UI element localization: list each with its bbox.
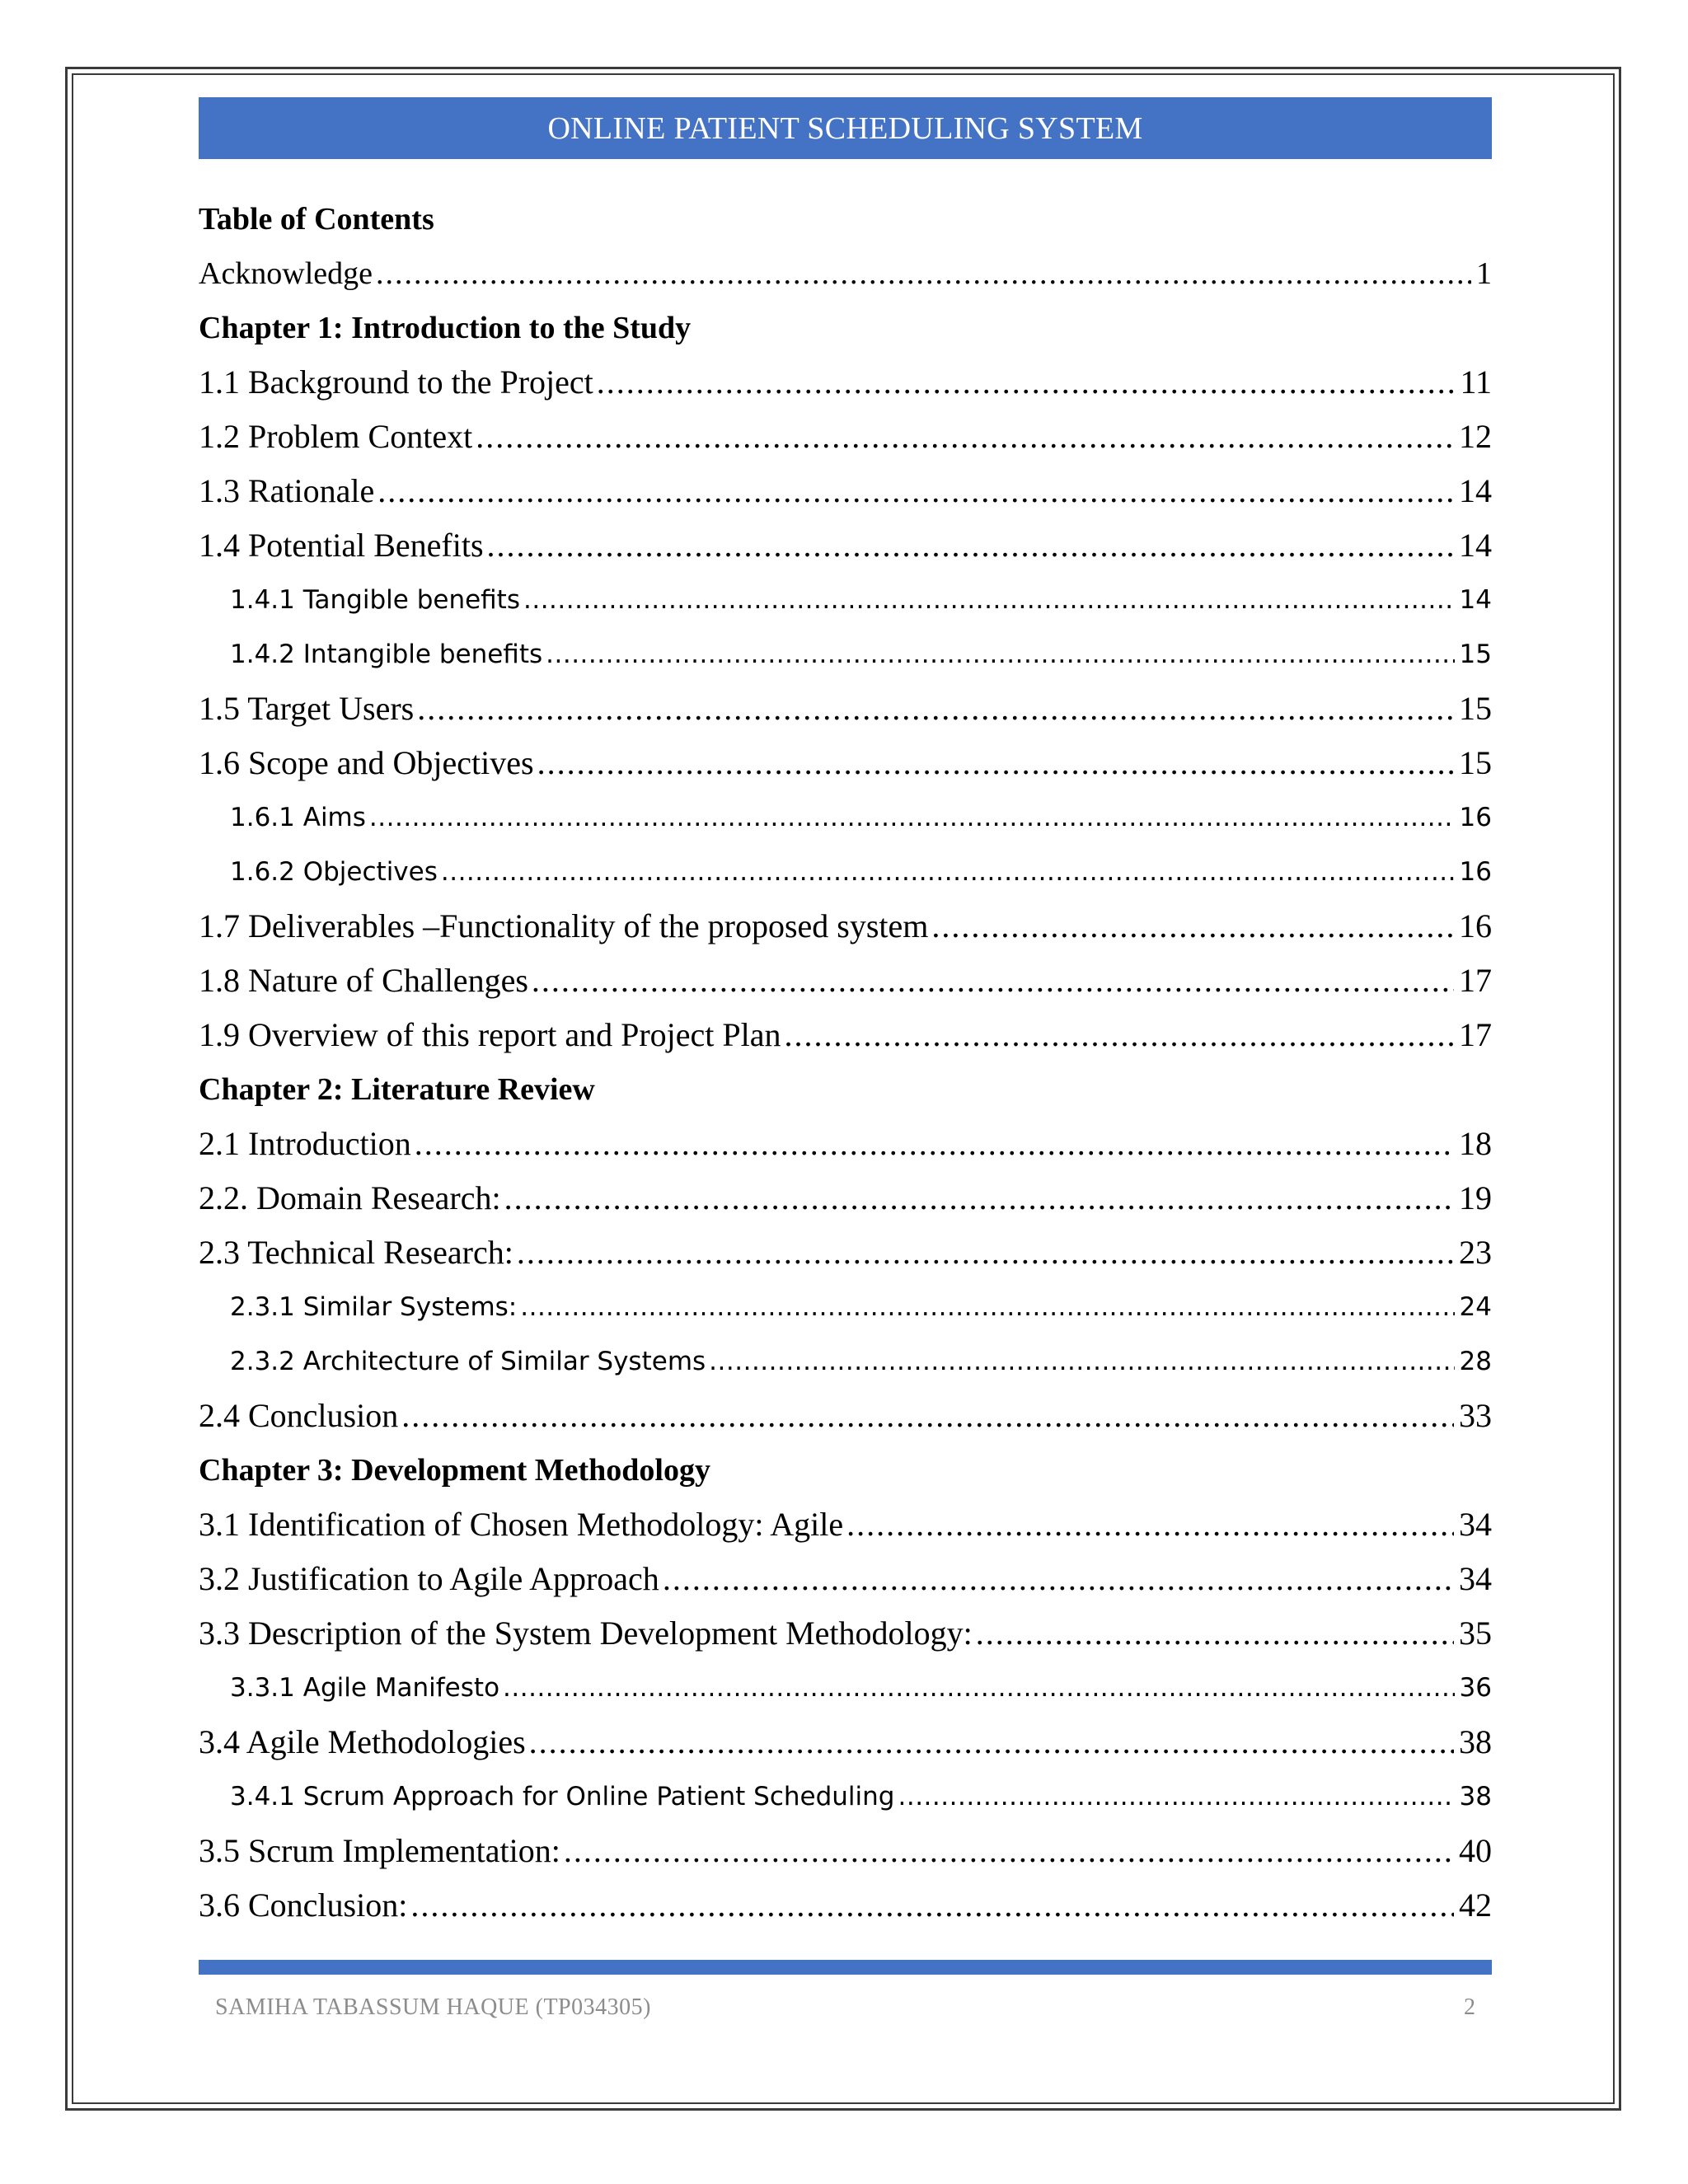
toc-entry-page: 19	[1459, 1179, 1492, 1216]
toc-entry-page: 42	[1459, 1886, 1492, 1924]
toc-entry-page: 15	[1459, 640, 1492, 669]
toc-entry[interactable]	[199, 1552, 1492, 1606]
toc-entry[interactable]	[199, 1497, 1492, 1552]
toc-entry[interactable]	[199, 1606, 1492, 1661]
toc-entry-label: 1.3 Rationale	[199, 472, 375, 509]
toc-entry-page: 1	[1476, 256, 1492, 291]
toc-dot-leader	[709, 1334, 1454, 1389]
toc-entry[interactable]	[199, 736, 1492, 790]
toc-entry[interactable]	[199, 682, 1492, 736]
toc-entry-page: 34	[1459, 1506, 1492, 1543]
toc-dot-leader	[663, 1552, 1454, 1606]
footer-rule	[199, 1960, 1492, 1975]
toc-dot-leader	[476, 410, 1454, 464]
toc-entry[interactable]	[199, 1008, 1492, 1062]
toc-entry-page: 15	[1459, 690, 1492, 727]
table-of-contents	[199, 192, 1492, 1933]
toc-dot-leader	[976, 1606, 1454, 1661]
toc-entry-label: 1.6.1 Aims	[230, 803, 366, 832]
toc-entry[interactable]	[199, 1226, 1492, 1280]
toc-dot-leader	[487, 518, 1454, 573]
toc-entry-page: 38	[1459, 1782, 1492, 1811]
toc-entry-page: 33	[1459, 1397, 1492, 1434]
document-title: ONLINE PATIENT SCHEDULING SYSTEM	[547, 110, 1143, 146]
toc-entry-label: 1.1 Background to the Project	[199, 363, 593, 401]
toc-dot-leader	[376, 246, 1471, 301]
toc-entry-label: 1.8 Nature of Challenges	[199, 962, 528, 999]
toc-entry-page: 16	[1459, 907, 1492, 944]
toc-entry[interactable]	[199, 1117, 1492, 1171]
toc-entry[interactable]	[199, 845, 1492, 899]
toc-dot-leader	[532, 954, 1454, 1008]
toc-dot-leader	[564, 1824, 1454, 1878]
toc-dot-leader	[529, 1715, 1454, 1769]
toc-entry-label: 1.7 Deliverables –Functionality of the proposed system	[199, 907, 929, 944]
toc-entry-label: 3.4.1 Scrum Approach for Online Patient Scheduling	[230, 1782, 895, 1811]
toc-dot-leader	[417, 682, 1454, 736]
toc-dot-leader	[415, 1117, 1454, 1171]
toc-entry-label: 2.3.2 Architecture of Similar Systems	[230, 1347, 706, 1376]
toc-entry[interactable]	[199, 899, 1492, 954]
toc-entry-label: 1.2 Problem Context	[199, 418, 473, 455]
toc-entry-label: 1.4.2 Intangible benefits	[230, 640, 543, 669]
toc-entry[interactable]	[199, 1878, 1492, 1933]
toc-entry-label: 2.2. Domain Research:	[199, 1179, 501, 1216]
toc-entry-page: 28	[1459, 1347, 1492, 1376]
toc-entry-label: Acknowledge	[199, 256, 373, 291]
footer-page-number: 2	[1464, 1994, 1475, 2020]
toc-title: Table of Contents	[199, 202, 434, 237]
toc-entry-page: 16	[1459, 803, 1492, 832]
toc-dot-leader	[537, 736, 1454, 790]
toc-dot-leader	[441, 845, 1455, 899]
document-header	[199, 97, 1492, 159]
toc-dot-leader	[369, 790, 1455, 845]
toc-entry-page: 14	[1459, 527, 1492, 564]
toc-entry-page: 14	[1459, 472, 1492, 509]
toc-entry-page: 11	[1460, 363, 1492, 401]
toc-entry-page: 36	[1459, 1673, 1492, 1703]
toc-entry-label: 1.9 Overview of this report and Project Plan	[199, 1016, 781, 1053]
toc-chapter-heading: Chapter 2: Literature Review	[199, 1072, 595, 1107]
toc-entry-page: 38	[1459, 1723, 1492, 1760]
toc-entry[interactable]	[199, 1661, 1492, 1715]
toc-entry[interactable]	[199, 954, 1492, 1008]
toc-entry[interactable]	[199, 790, 1492, 845]
toc-entry-page: 12	[1459, 418, 1492, 455]
toc-entry[interactable]	[199, 1824, 1492, 1878]
toc-entry-label: 3.2 Justification to Agile Approach	[199, 1560, 659, 1597]
toc-dot-leader	[546, 627, 1454, 682]
toc-dot-leader	[931, 899, 1454, 954]
toc-entry-label: 1.6 Scope and Objectives	[199, 744, 534, 781]
toc-entry-label: 1.6.2 Objectives	[230, 857, 438, 887]
toc-dot-leader	[520, 1280, 1454, 1334]
toc-entry-page: 34	[1459, 1560, 1492, 1597]
toc-entry[interactable]	[199, 1389, 1492, 1443]
toc-entry-label: 2.3.1 Similar Systems:	[230, 1292, 518, 1322]
toc-entry-page: 17	[1459, 962, 1492, 999]
toc-entry-page: 14	[1459, 585, 1492, 615]
toc-entry[interactable]	[199, 410, 1492, 464]
toc-entry[interactable]	[199, 1715, 1492, 1769]
toc-entry[interactable]	[199, 464, 1492, 518]
toc-entry[interactable]	[199, 1171, 1492, 1226]
toc-entry[interactable]	[199, 1769, 1492, 1824]
toc-entry-label: 3.6 Conclusion:	[199, 1886, 408, 1924]
toc-entry[interactable]	[199, 1334, 1492, 1389]
toc-dot-leader	[898, 1769, 1454, 1824]
toc-entry-page: 24	[1459, 1292, 1492, 1322]
toc-entry-page: 23	[1459, 1234, 1492, 1271]
toc-entry[interactable]	[199, 518, 1492, 573]
toc-entry-label: 1.4.1 Tangible benefits	[230, 585, 520, 615]
toc-dot-leader	[523, 573, 1455, 627]
toc-dot-leader	[785, 1008, 1454, 1062]
toc-dot-leader	[517, 1226, 1454, 1280]
toc-entry-label: 3.1 Identification of Chosen Methodology: Agile	[199, 1506, 844, 1543]
toc-entry-label: 2.3 Technical Research:	[199, 1234, 513, 1271]
toc-entry-page: 35	[1459, 1615, 1492, 1652]
toc-chapter-heading: Chapter 1: Introduction to the Study	[199, 311, 692, 345]
toc-entry-label: 3.5 Scrum Implementation:	[199, 1832, 560, 1869]
toc-entry-page: 16	[1459, 857, 1492, 887]
toc-dot-leader	[504, 1171, 1454, 1226]
footer-author: SAMIHA TABASSUM HAQUE (TP034305)	[215, 1994, 651, 2020]
toc-entry[interactable]	[199, 246, 1492, 301]
toc-entry[interactable]	[199, 627, 1492, 682]
toc-dot-leader	[846, 1497, 1454, 1552]
toc-entry[interactable]	[199, 1280, 1492, 1334]
toc-entry-page: 15	[1459, 744, 1492, 781]
toc-entry-label: 3.4 Agile Methodologies	[199, 1723, 526, 1760]
toc-dot-leader	[377, 464, 1454, 518]
toc-entry-label: 3.3.1 Agile Manifesto	[230, 1673, 500, 1703]
toc-dot-leader	[597, 355, 1456, 410]
toc-entry-label: 1.5 Target Users	[199, 690, 415, 727]
toc-entry[interactable]	[199, 355, 1492, 410]
toc-entry-page: 40	[1459, 1832, 1492, 1869]
toc-entry-label: 2.1 Introduction	[199, 1125, 411, 1162]
toc-dot-leader	[410, 1878, 1454, 1933]
toc-dot-leader	[503, 1661, 1455, 1715]
toc-dot-leader	[401, 1389, 1454, 1443]
toc-entry-page: 18	[1459, 1125, 1492, 1162]
toc-entry-page: 17	[1459, 1016, 1492, 1053]
toc-chapter-heading: Chapter 3: Development Methodology	[199, 1453, 710, 1488]
toc-entry-label: 2.4 Conclusion	[199, 1397, 399, 1434]
toc-entry[interactable]	[199, 573, 1492, 627]
toc-entry-label: 1.4 Potential Benefits	[199, 527, 484, 564]
toc-entry-label: 3.3 Description of the System Development Methodology:	[199, 1615, 973, 1652]
toc-entries	[199, 246, 1492, 1933]
